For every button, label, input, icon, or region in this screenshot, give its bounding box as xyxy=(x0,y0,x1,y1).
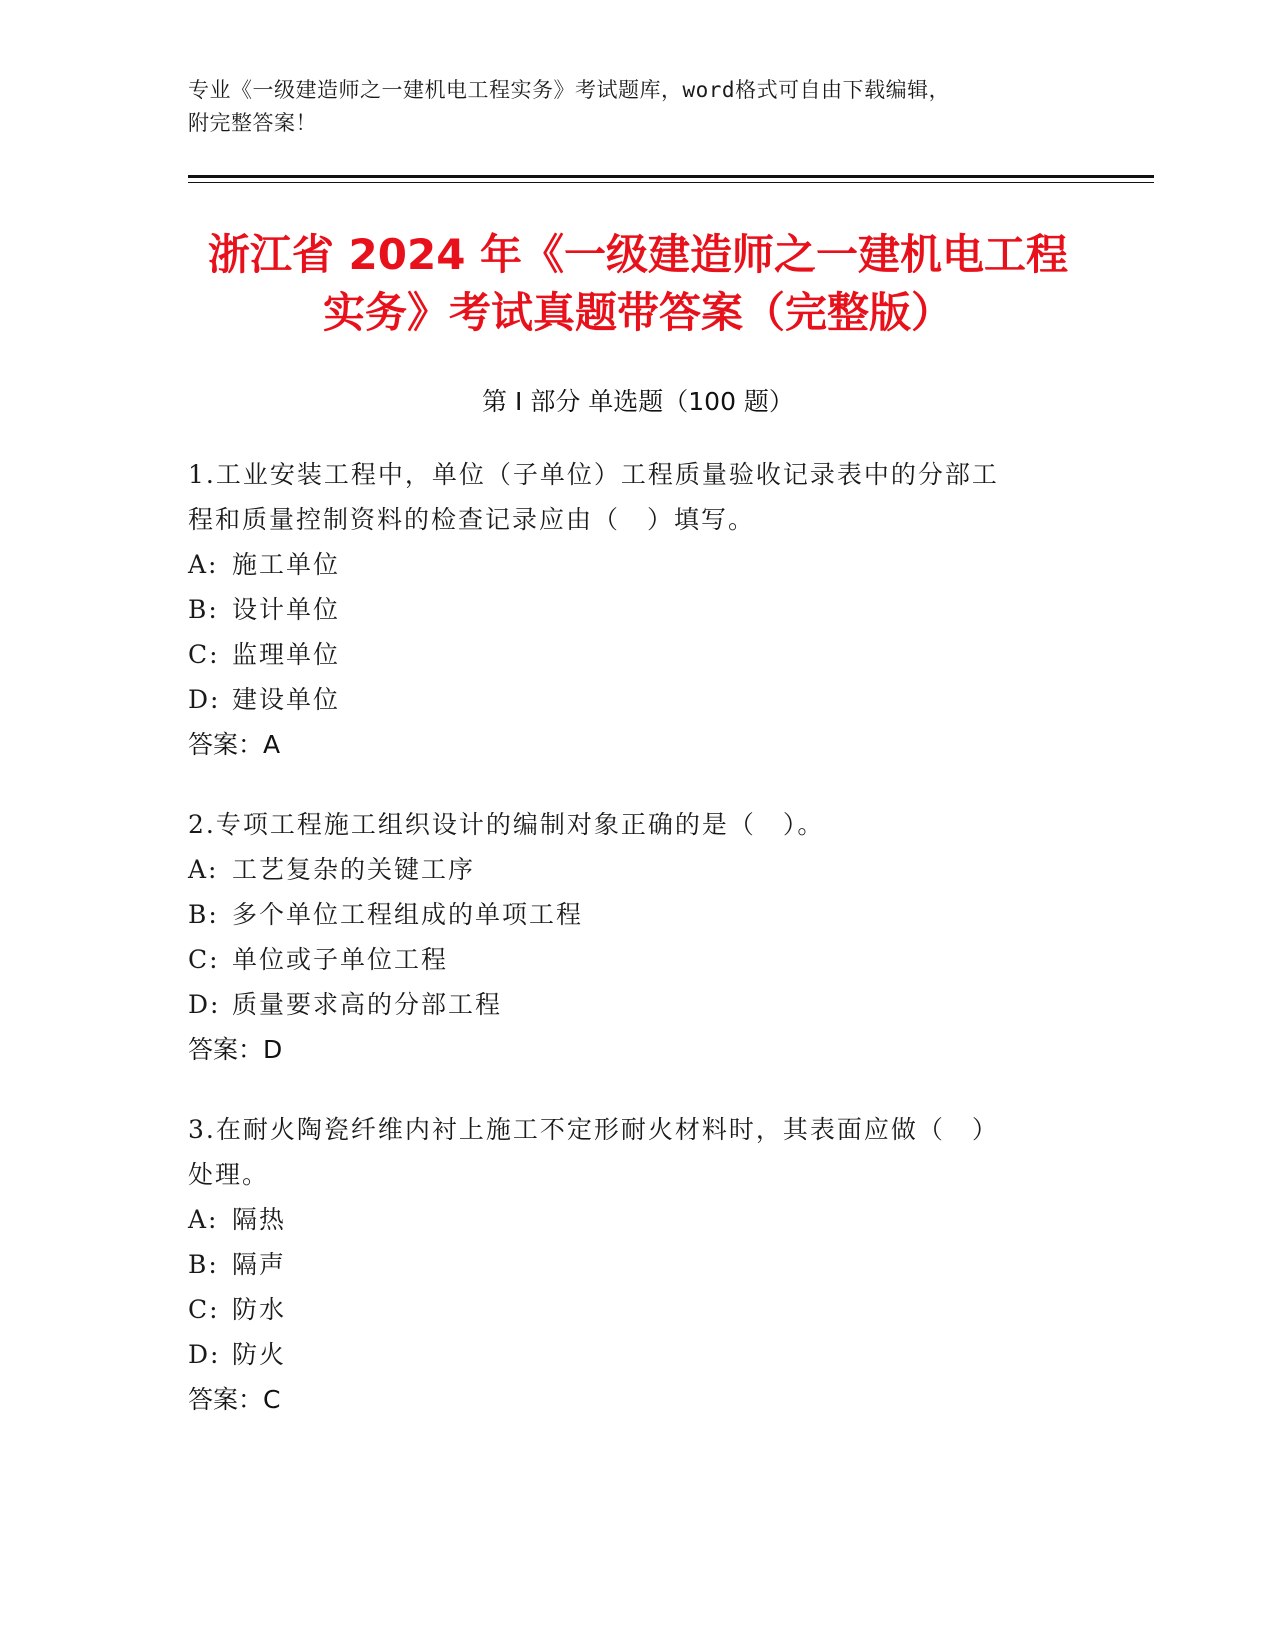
option-b xyxy=(188,1242,1088,1287)
option-text: 隔声 xyxy=(232,1250,287,1279)
question-stem-line: 1.工业安装工程中，单位（子单位）工程质量验收记录表中的分部工 xyxy=(188,460,999,489)
option-d xyxy=(188,1332,1088,1377)
option-text: 建设单位 xyxy=(232,685,341,714)
option-b xyxy=(188,892,1088,937)
option-letter: C: xyxy=(188,945,220,974)
option-letter: C: xyxy=(188,1295,220,1324)
question-stem-line: 处理。 xyxy=(188,1160,270,1189)
question-3 xyxy=(188,1107,1088,1422)
option-text: 施工单位 xyxy=(232,550,341,579)
option-text: 监理单位 xyxy=(232,640,341,669)
question-stem-line: 2.专项工程施工组织设计的编制对象正确的是（ ）。 xyxy=(188,810,825,839)
header-note xyxy=(188,74,1088,140)
option-c xyxy=(188,1287,1088,1332)
option-letter: A: xyxy=(188,550,219,579)
option-text: 质量要求高的分部工程 xyxy=(232,990,503,1019)
option-text: 设计单位 xyxy=(232,595,341,624)
document-title-line-2: 实务》考试真题带答案（完整版） xyxy=(322,288,953,337)
option-a xyxy=(188,1197,1088,1242)
option-text: 单位或子单位工程 xyxy=(232,945,449,974)
question-1 xyxy=(188,452,1088,767)
option-text: 多个单位工程组成的单项工程 xyxy=(232,900,584,929)
question-stem-line: 3.在耐火陶瓷纤维内衬上施工不定形耐火材料时，其表面应做（ ） xyxy=(188,1115,999,1144)
option-text: 防火 xyxy=(232,1340,287,1369)
option-a xyxy=(188,847,1088,892)
option-letter: A: xyxy=(188,855,219,884)
option-text: 隔热 xyxy=(232,1205,287,1234)
option-text: 工艺复杂的关键工序 xyxy=(232,855,476,884)
option-text: 防水 xyxy=(232,1295,287,1324)
option-letter: B: xyxy=(188,900,219,929)
answer-line: 答案：C xyxy=(188,1385,281,1414)
option-b xyxy=(188,587,1088,632)
header-note-line-2: 附完整答案！ xyxy=(188,111,317,135)
header-rule-thick xyxy=(188,175,1154,178)
option-d xyxy=(188,982,1088,1027)
option-letter: C: xyxy=(188,640,220,669)
question-stem-line: 程和质量控制资料的检查记录应由（ ）填写。 xyxy=(188,505,756,534)
option-letter: B: xyxy=(188,595,219,624)
option-d xyxy=(188,677,1088,722)
answer-line: 答案：D xyxy=(188,1035,283,1064)
answer-line: 答案：A xyxy=(188,730,281,759)
option-letter: A: xyxy=(188,1205,219,1234)
option-c xyxy=(188,937,1088,982)
option-letter: D: xyxy=(188,1340,221,1369)
document-title xyxy=(188,226,1088,342)
question-2 xyxy=(188,802,1088,1072)
document-title-line-1: 浙江省 2024 年《一级建造师之一建机电工程 xyxy=(207,230,1069,279)
option-letter: B: xyxy=(188,1250,219,1279)
option-letter: D: xyxy=(188,990,221,1019)
header-note-line-1: 专业《一级建造师之一建机电工程实务》考试题库，word格式可自由下载编辑， xyxy=(188,78,951,102)
option-a xyxy=(188,542,1088,587)
header-rule-thin xyxy=(188,182,1154,183)
option-c xyxy=(188,632,1088,677)
option-letter: D: xyxy=(188,685,221,714)
section-title: 第 I 部分 单选题（100 题） xyxy=(482,387,794,416)
